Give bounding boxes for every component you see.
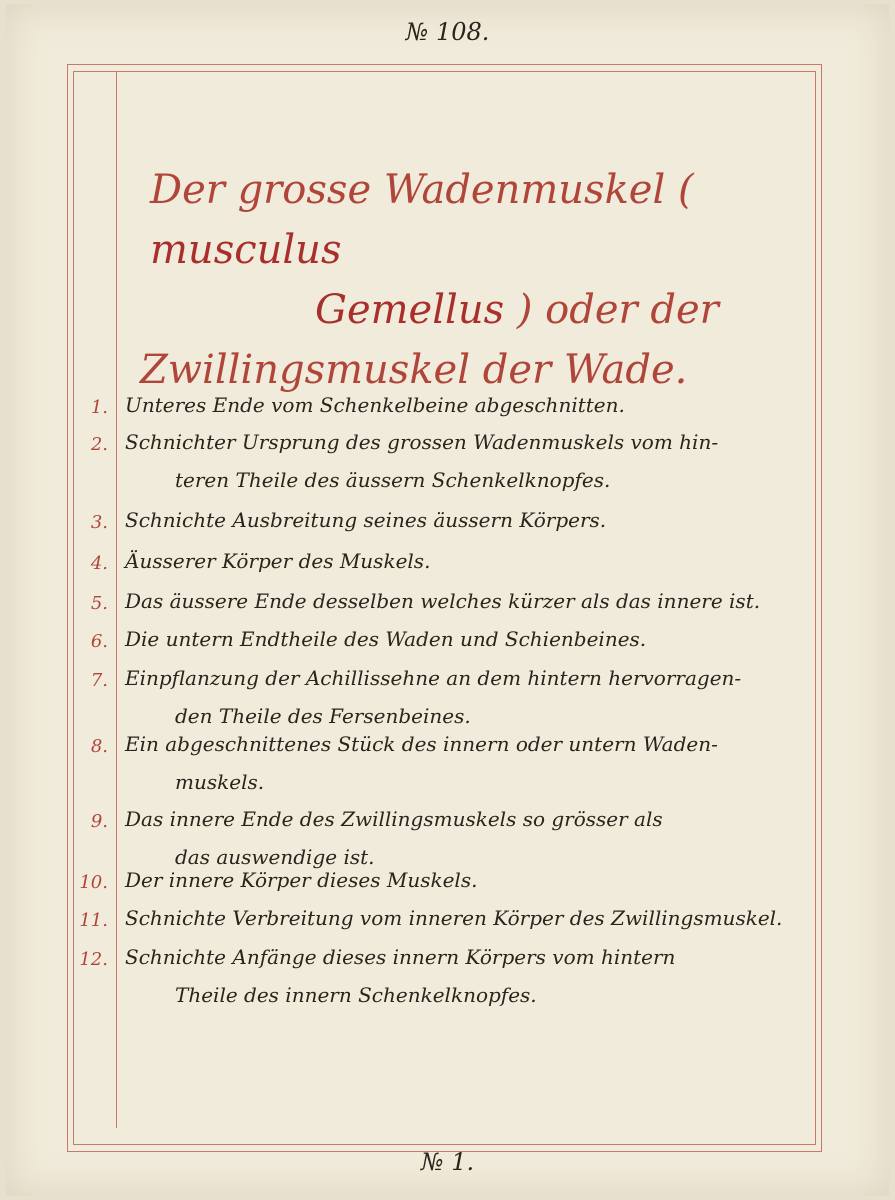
- item-text-continued: Theile des innern Schenkelknopfes.: [175, 983, 537, 1007]
- item-text-continued: das auswendige ist.: [175, 845, 375, 869]
- item-number: 8.: [90, 736, 108, 757]
- item-text: Der innere Körper dieses Muskels.: [125, 868, 478, 892]
- title-latin-2: Gemellus: [315, 287, 505, 333]
- item-number: 11.: [79, 910, 108, 931]
- item-text: Die untern Endtheile des Waden und Schienbeines.: [125, 627, 647, 651]
- item-text: Schnichte Anfänge dieses innern Körpers vom hintern: [125, 945, 676, 969]
- title-german-2: ) oder der: [516, 287, 719, 333]
- margin-rule: [116, 72, 117, 1128]
- item-text: Ein abgeschnittenes Stück des innern oder untern Waden-: [125, 732, 718, 756]
- item-text: Unteres Ende vom Schenkelbeine abgeschnitten.: [125, 393, 625, 417]
- folio-number-top: № 108.: [405, 18, 490, 46]
- folio-number-bottom: № 1.: [420, 1148, 475, 1176]
- item-number: 10.: [79, 872, 108, 893]
- page-title: [140, 160, 800, 400]
- item-number: 5.: [90, 593, 108, 614]
- item-text: Das innere Ende des Zwillingsmuskels so grösser als: [125, 807, 663, 831]
- item-text: Einpflanzung der Achillissehne an dem hintern hervorragen-: [125, 666, 742, 690]
- title-line-1: [150, 160, 800, 280]
- item-number: 12.: [79, 949, 108, 970]
- item-number: 4.: [90, 553, 108, 574]
- item-text: Schnichter Ursprung des grossen Wadenmuskels vom hin-: [125, 430, 719, 454]
- item-number: 9.: [90, 811, 108, 832]
- title-latin-1: musculus: [150, 227, 342, 273]
- item-number: 6.: [90, 631, 108, 652]
- item-number: 3.: [90, 512, 108, 533]
- item-text-continued: muskels.: [175, 770, 265, 794]
- title-german-1: Der grosse Wadenmuskel (: [150, 167, 694, 213]
- item-number: 7.: [90, 670, 108, 691]
- item-number: 2.: [90, 434, 108, 455]
- title-line-3: Zwillingsmuskel der Wade.: [140, 347, 688, 393]
- item-text-continued: den Theile des Fersenbeines.: [175, 704, 471, 728]
- item-text-continued: teren Theile des äussern Schenkelknopfes.: [175, 468, 611, 492]
- title-line-2: [150, 280, 800, 340]
- item-text: Das äussere Ende desselben welches kürzer als das innere ist.: [125, 589, 761, 613]
- item-text: Äusserer Körper des Muskels.: [125, 549, 431, 573]
- item-text: Schnichte Verbreitung vom inneren Körper des Zwillingsmuskel.: [125, 906, 783, 930]
- item-number: 1.: [90, 397, 108, 418]
- item-text: Schnichte Ausbreitung seines äussern Körpers.: [125, 508, 607, 532]
